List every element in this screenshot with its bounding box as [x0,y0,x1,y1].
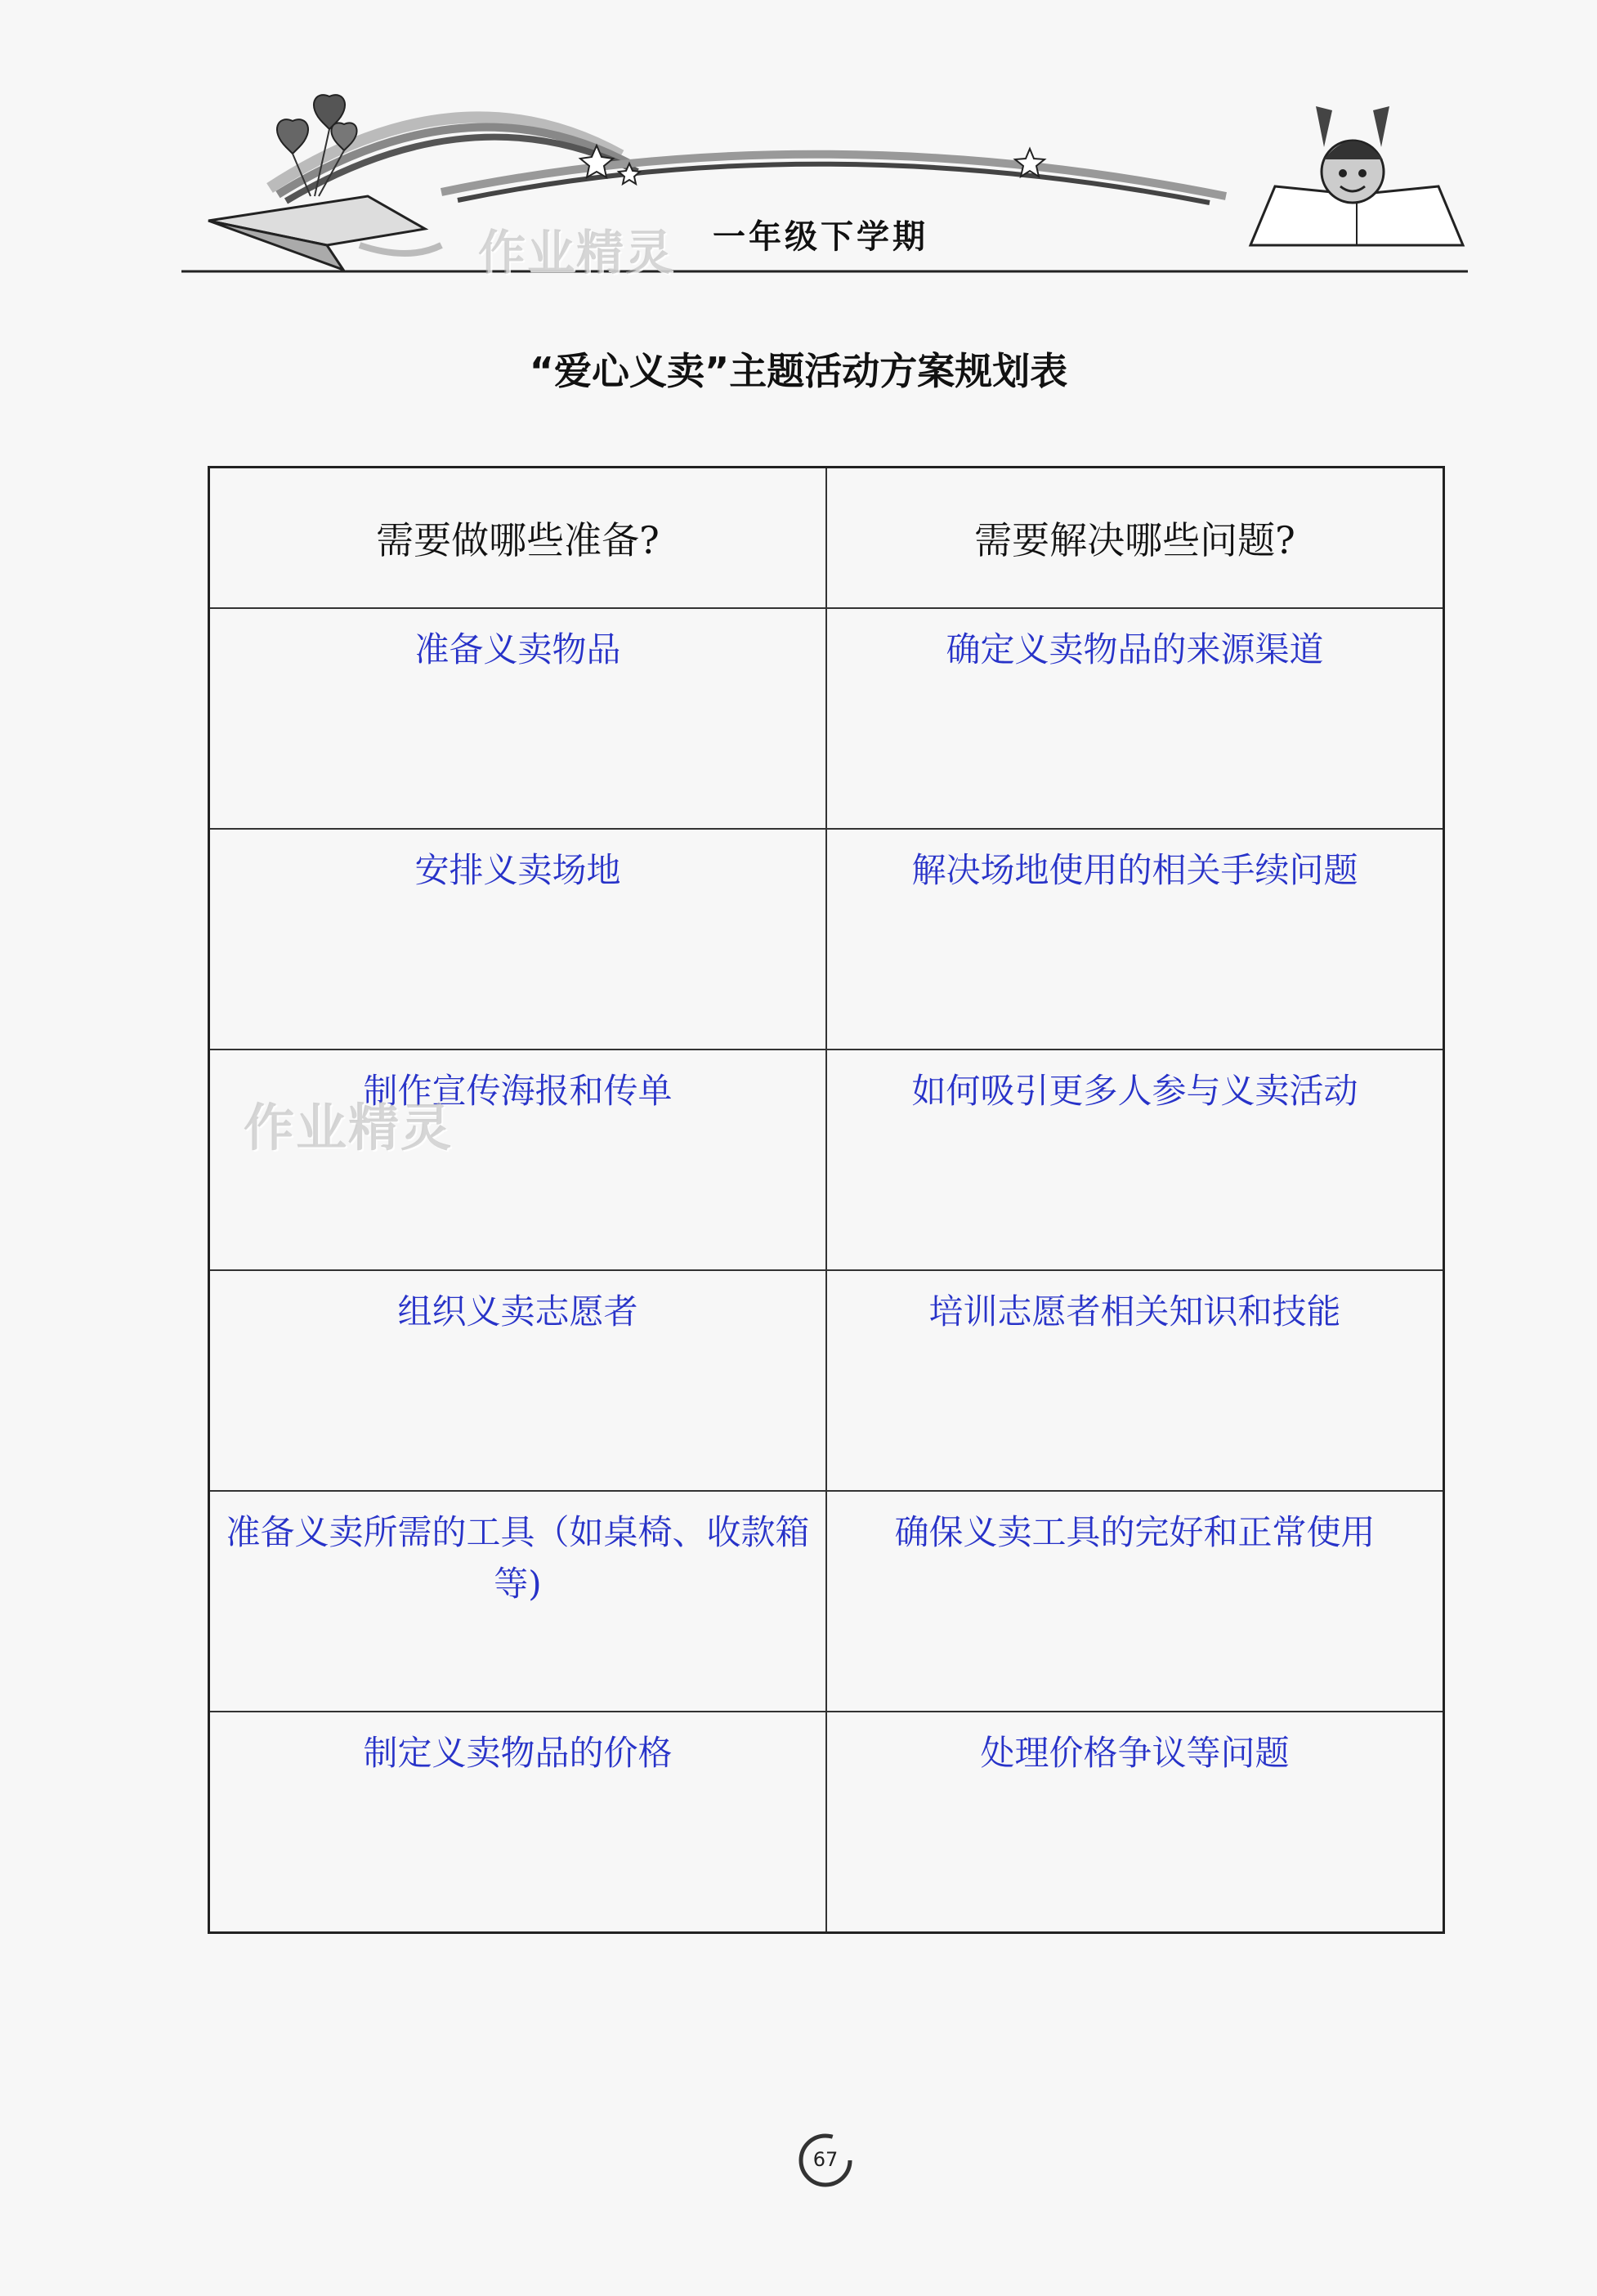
preparation-cell: 准备义卖所需的工具（如桌椅、收款箱等) [209,1491,827,1712]
paper-plane-icon [208,196,441,270]
preparation-cell: 制作宣传海报和传单 [209,1050,827,1270]
page-number [797,2132,854,2189]
table-row [209,1270,1444,1491]
table-row [209,1050,1444,1270]
problem-cell: 处理价格争议等问题 [826,1712,1444,1933]
page-number-text: 67 [812,2148,839,2171]
table-row [209,1712,1444,1933]
preparation-cell: 组织义卖志愿者 [209,1270,827,1491]
table-row [209,608,1444,829]
page-header [0,0,1597,278]
activity-plan-table [208,466,1445,1934]
problem-cell: 如何吸引更多人参与义卖活动 [826,1050,1444,1270]
swoosh-icon [441,154,1226,196]
watermark-top: 作业精灵 [478,225,675,280]
column-header-problems: 需要解决哪些问题? [826,468,1444,609]
table-row [209,829,1444,1050]
preparation-cell: 准备义卖物品 [209,608,827,829]
page-title: “爱心义卖”主题活动方案规划表 [529,349,1068,393]
preparation-cell: 制定义卖物品的价格 [209,1712,827,1933]
problem-cell: 确定义卖物品的来源渠道 [826,608,1444,829]
grade-label: 一年级下学期 [713,218,928,256]
problem-cell: 解决场地使用的相关手续问题 [826,829,1444,1050]
table-row [209,1491,1444,1712]
watermark-middle: 作业精灵 [244,1098,454,1157]
problem-cell: 确保义卖工具的完好和正常使用 [826,1491,1444,1712]
column-header-preparation: 需要做哪些准备? [209,468,827,609]
problem-cell: 培训志愿者相关知识和技能 [826,1270,1444,1491]
preparation-cell: 安排义卖场地 [209,829,827,1050]
table-header-row [209,468,1444,609]
girl-reading-icon [1250,106,1463,245]
